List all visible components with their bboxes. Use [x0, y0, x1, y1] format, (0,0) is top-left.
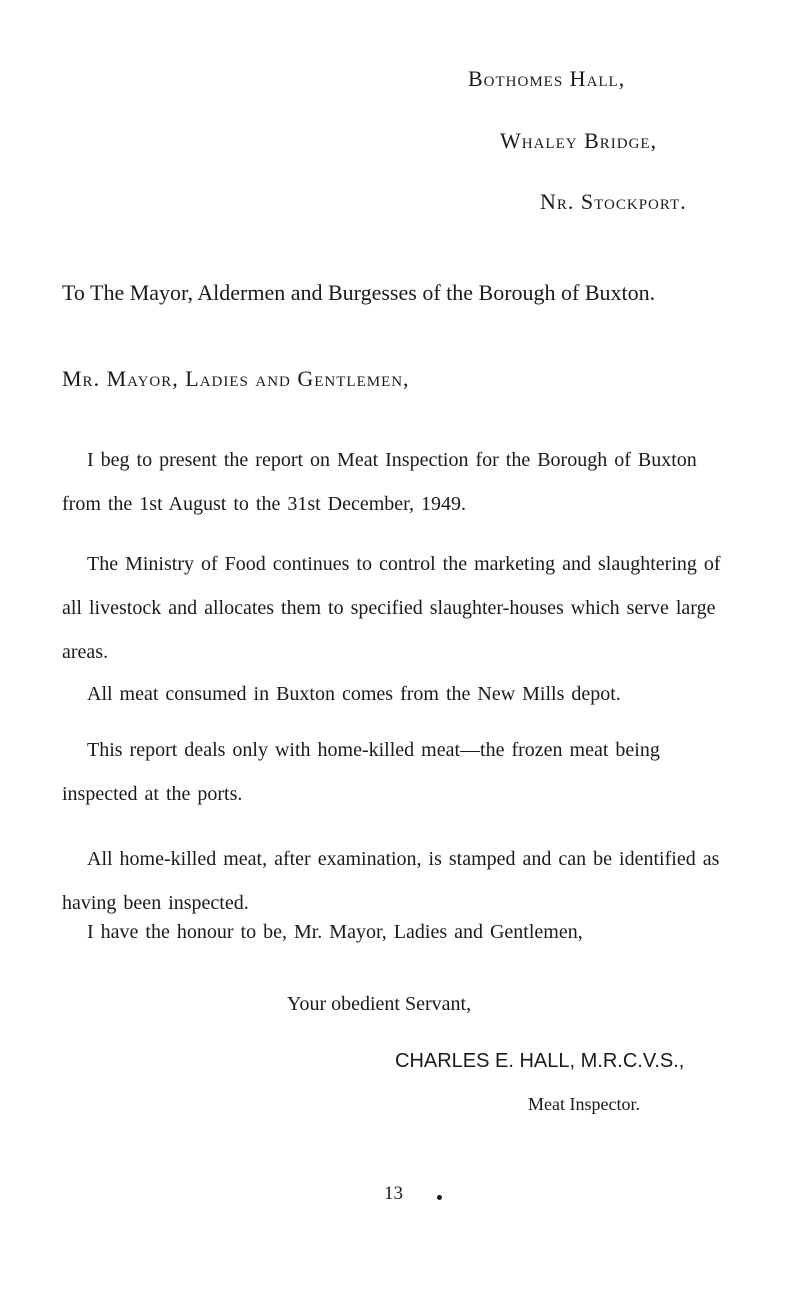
paragraph-text: All home-killed meat, after examination, is stamped and can be identified as having been inspected.: [62, 848, 720, 914]
signature-title: Meat Inspector.: [528, 1094, 640, 1114]
page-number: 13: [384, 1183, 403, 1204]
paragraph-text: I have the honour to be, Mr. Mayor, Ladies and Gentlemen,: [87, 921, 583, 943]
paragraph-text: I beg to present the report on Meat Inspection for the Borough of Buxton from the 1st August to the 31st December, 1949.: [62, 449, 697, 515]
page-mark: [437, 1195, 442, 1200]
address-line-3: Nr. Stockport.: [540, 189, 687, 214]
paragraph-ministry-of-food: [62, 542, 742, 674]
addressee-line: To The Mayor, Aldermen and Burgesses of the Borough of Buxton.: [62, 280, 656, 305]
paragraph-honour: [62, 910, 742, 954]
salutation: Mr. Mayor, Ladies and Gentlemen,: [62, 366, 410, 391]
paragraph-report-intro: [62, 438, 742, 526]
address-line-2: Whaley Bridge,: [500, 128, 658, 153]
closing-line: Your obedient Servant,: [287, 993, 472, 1015]
paragraph-text: The Ministry of Food continues to control the marketing and slaughtering of all livestock and allocates them to specified slaughter-houses which serve large areas.: [62, 553, 721, 663]
paragraph-text: All meat consumed in Buxton comes from the New Mills depot.: [87, 683, 621, 705]
paragraph-text: This report deals only with home-killed meat—the frozen meat being inspected at the ports.: [62, 739, 660, 805]
address-line-1: Bothomes Hall,: [468, 66, 626, 91]
paragraph-meat-source: [62, 672, 742, 716]
paragraph-home-killed: [62, 728, 742, 816]
signature-name: CHARLES E. HALL, M.R.C.V.S.,: [395, 1050, 685, 1072]
